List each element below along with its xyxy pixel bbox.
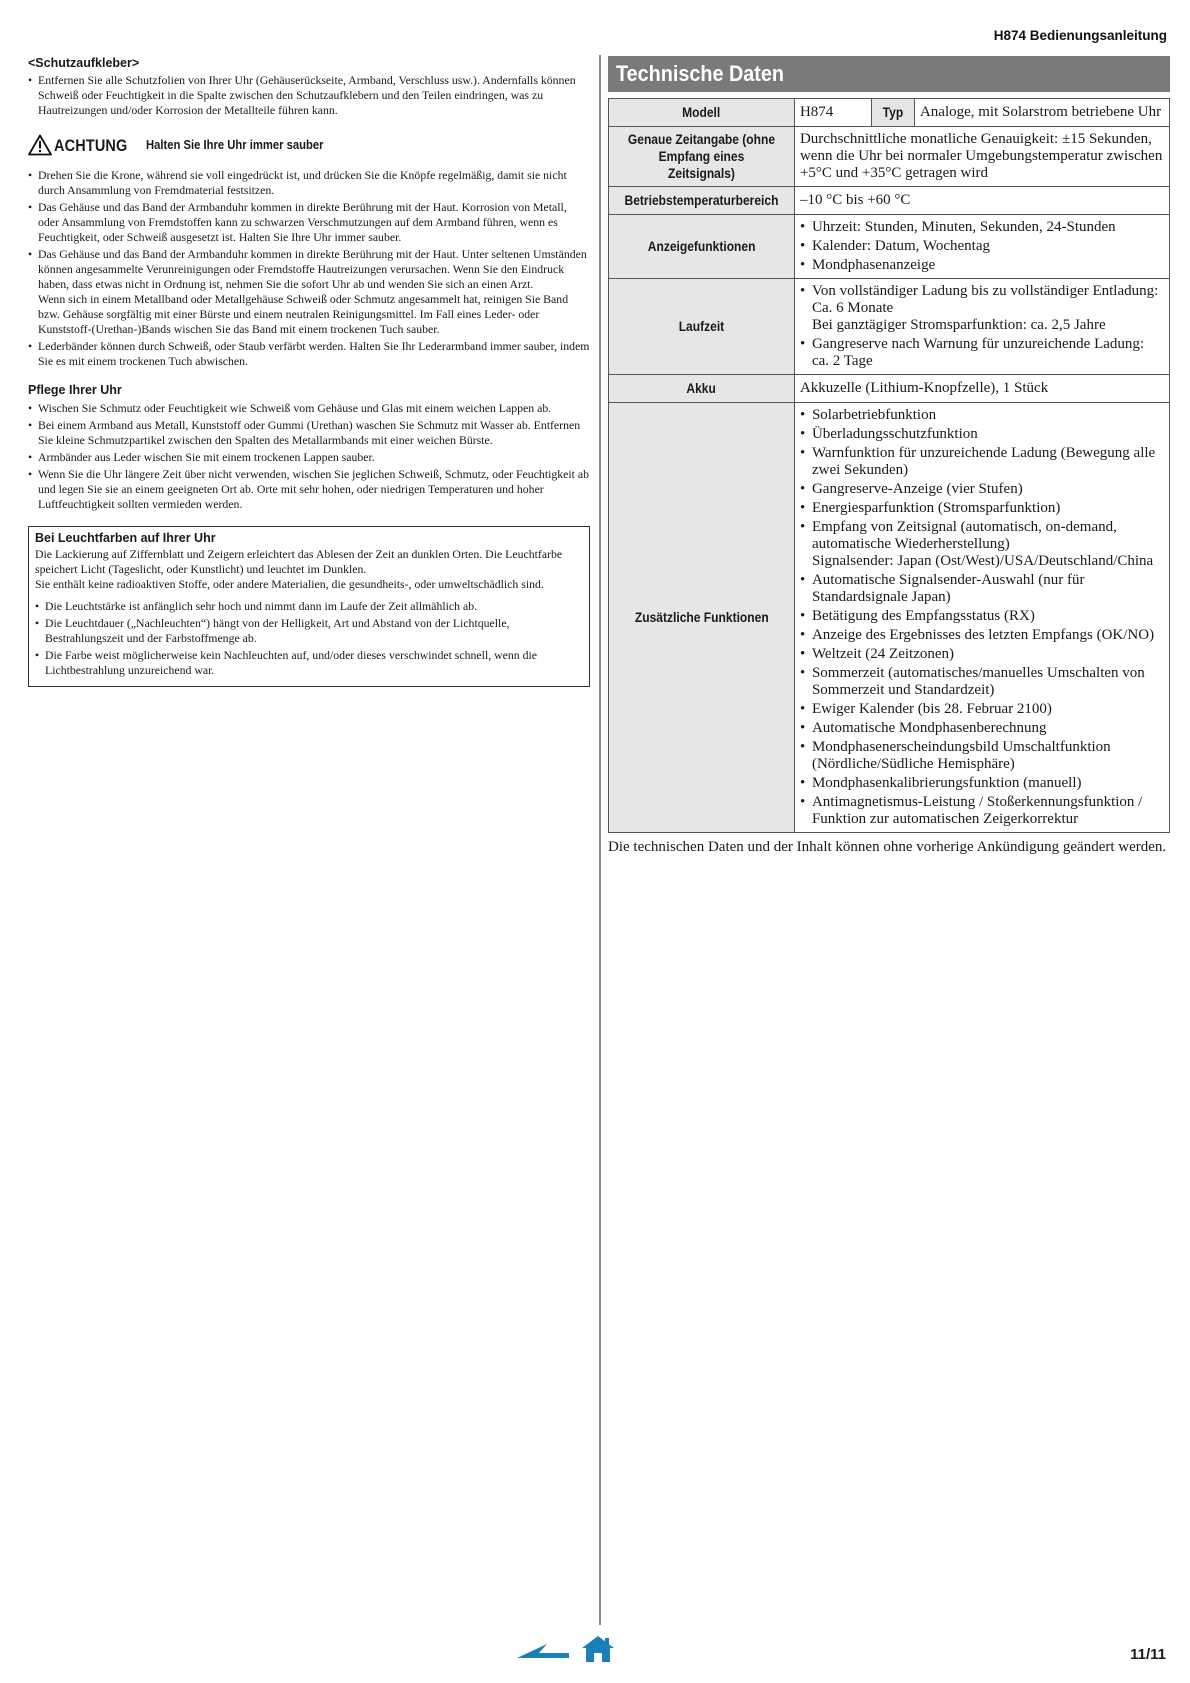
list-item: • Automatische Signalsender-Auswahl (nur für Standardsignale Japan) xyxy=(800,572,1164,606)
tech-data-header xyxy=(608,56,1170,92)
warning-triangle-icon xyxy=(28,134,52,156)
list-item: • Mondphasenerscheindungsbild Umschaltfunktion (Nördliche/Südliche Hemisphäre) xyxy=(800,739,1164,773)
table-row xyxy=(609,187,1170,215)
list-item-extra: Bei ganztägiger Stromsparfunktion: ca. 2,5 Jahre xyxy=(811,317,1106,333)
model-label: Modell xyxy=(609,99,795,127)
list-item: • Die Leuchtstärke ist anfänglich sehr hoch und nimmt dann im Laufe der Zeit allmählich ab. xyxy=(35,599,583,614)
display-value xyxy=(794,215,1169,279)
document-title: H874 Bedienungsanleitung xyxy=(993,28,1167,43)
type-value: Analoge, mit Solarstrom betriebene Uhr xyxy=(914,99,1169,127)
table-row xyxy=(609,375,1170,403)
spec-change-note: Die technischen Daten und der Inhalt können ohne vorherige Ankündigung geändert werden. xyxy=(608,839,1167,855)
luminous-paint-box xyxy=(28,526,590,687)
spec-table xyxy=(608,98,1170,833)
list-item: • Mondphasenkalibrierungsfunktion (manuell) xyxy=(800,775,1164,792)
back-arrow-icon[interactable] xyxy=(517,1643,569,1659)
list-item: • Antimagnetismus-Leistung / Stoßerkennungsfunktion / Funktion zur automatischen Zeigerkorrektur xyxy=(800,794,1164,828)
list-item xyxy=(800,283,1164,334)
battery-value: Akkuzelle (Lithium-Knopfzelle), 1 Stück xyxy=(794,375,1169,403)
list-item-extra: Signalsender: Japan (Ost/West)/USA/Deutschland/China xyxy=(811,553,1154,569)
list-item xyxy=(800,519,1164,570)
luminous-list xyxy=(35,599,583,678)
list-item: • Wischen Sie Schmutz oder Feuchtigkeit wie Schweiß vom Gehäuse und Glas mit einem weichen Lappen ab. xyxy=(28,401,590,416)
list-item: • Sommerzeit (automatisches/manuelles Umschalten von Sommerzeit und Standardzeit) xyxy=(800,665,1164,699)
table-row xyxy=(609,215,1170,279)
list-item: • Solarbetriebfunktion xyxy=(800,407,1164,424)
left-column xyxy=(28,56,590,687)
caution-text: Halten Sie Ihre Uhr immer sauber xyxy=(146,137,324,152)
battery-label: Akku xyxy=(609,375,795,403)
luminous-paragraph: Die Lackierung auf Ziffernblatt und Zeigern erleichtert das Ablesen der Zeit an dunklen Orten. Die Leuchtfarbe speichert Licht (Tageslicht, oder Kunstlicht) und leuchtet im Dunklen. xyxy=(35,547,563,576)
table-row xyxy=(609,403,1170,833)
list-item: • Entfernen Sie alle Schutzfolien von Ihrer Uhr (Gehäuserückseite, Armband, Verschluss usw.). Andernfalls können Schweiß oder Feuchtigkeit in die Spalte zwischen den Schutzaufklebern und den Teilen eindringen, was zu Hautreizungen und/oder Korrosion der Metallteile führen kann. xyxy=(28,73,590,118)
list-item: • Mondphasenanzeige xyxy=(800,257,1164,274)
type-label: Typ xyxy=(871,99,914,127)
list-item: • Gangreserve-Anzeige (vier Stufen) xyxy=(800,481,1164,498)
list-item: • Uhrzeit: Stunden, Minuten, Sekunden, 24-Stunden xyxy=(800,219,1164,236)
list-item: • Wenn Sie die Uhr längere Zeit über nicht verwenden, wischen Sie jeglichen Schweiß, Schmutz, oder Feuchtigkeit ab und legen Sie sie an einem geeigneten Ort ab. Orte mit sehr hohen, oder niedrigen Temperaturen und hoher Luftfeuchtigkeit sollten vermieden werden. xyxy=(28,467,590,512)
list-item: • Anzeige des Ergebnisses des letzten Empfangs (OK/NO) xyxy=(800,627,1164,644)
list-item: • Überladungsschutzfunktion xyxy=(800,426,1164,443)
functions-label: Zusätzliche Funktionen xyxy=(609,403,795,833)
care-list xyxy=(28,401,590,512)
list-item: • Ewiger Kalender (bis 28. Februar 2100) xyxy=(800,701,1164,718)
page-number: 11/11 xyxy=(1130,1646,1166,1663)
list-item: • Das Gehäuse und das Band der Armbanduhr kommen in direkte Berührung mit der Haut. Korrosion von Metall, oder Ansammlung von Fremdstoffen kann zu schwarzen Verschmutzungen auf dem Armband führen, wenn es Feuchtigkeit, oder Schweiß ausgesetzt ist. Halten Sie Ihre Uhr immer sauber. xyxy=(28,200,590,245)
home-icon[interactable] xyxy=(581,1635,615,1663)
list-item: • Armbänder aus Leder wischen Sie mit einem trockenen Lappen sauber. xyxy=(28,450,590,465)
list-item: • Automatische Mondphasenberechnung xyxy=(800,720,1164,737)
functions-value xyxy=(794,403,1169,833)
list-item: • Die Leuchtdauer („Nachleuchten“) hängt von der Helligkeit, Art und Abstand von der Lichtquelle, Bestrahlungszeit und der Farbstoffmenge ab. xyxy=(35,616,583,646)
list-item: • Kalender: Datum, Wochentag xyxy=(800,238,1164,255)
runtime-label: Laufzeit xyxy=(609,279,795,375)
accuracy-label: Genaue Zeitangabe (ohne Empfang eines Zeitsignals) xyxy=(609,127,795,187)
list-item xyxy=(28,247,590,337)
list-item: • Warnfunktion für unzureichende Ladung (Bewegung alle zwei Sekunden) xyxy=(800,445,1164,479)
luminous-box-title: Bei Leuchtfarben auf Ihrer Uhr xyxy=(35,531,216,545)
luminous-paragraph: Sie enthält keine radioaktiven Stoffe, oder andere Materialien, die gesundheits-, oder umweltschädlich sind. xyxy=(35,577,544,591)
care-heading: Pflege Ihrer Uhr xyxy=(28,383,122,397)
list-item: • Drehen Sie die Krone, während sie voll eingedrückt ist, und drücken Sie die Knöpfe regelmäßig, damit sie nicht durch Ansammlung von Fremdmaterial festsitzen. xyxy=(28,168,590,198)
list-item-text: Empfang von Zeitsignal (automatisch, on-demand, automatische Wiederherstellung) xyxy=(811,519,1117,552)
temperature-label: Betriebstemperaturbereich xyxy=(609,187,795,215)
display-label: Anzeigefunktionen xyxy=(609,215,795,279)
list-item: • Gangreserve nach Warnung für unzureichende Ladung: ca. 2 Tage xyxy=(800,336,1164,370)
list-item-text: Das Gehäuse und das Band der Armbanduhr kommen in direkte Berührung mit der Haut. Unter seltenen Umständen können angesammelte Verunreinigungen oder Fremdstoffe Hautreizungen verursachen. Wenn Sie den Eindruck haben, dass etwas nicht in Ordnung ist, nehmen Sie die sofort Uhr ab und wenden Sie sich an einen Arzt. xyxy=(38,247,587,291)
list-item: • Lederbänder können durch Schweiß, oder Staub verfärbt werden. Halten Sie Ihr Lederarmband immer sauber, indem Sie es mit einem trockenen Tuch abwischen. xyxy=(28,339,590,369)
table-row xyxy=(609,99,1170,127)
list-item: • Energiesparfunktion (Stromsparfunktion) xyxy=(800,500,1164,517)
runtime-value xyxy=(794,279,1169,375)
column-divider xyxy=(599,55,601,1625)
list-item: • Die Farbe weist möglicherweise kein Nachleuchten auf, und/oder dieses verschwindet schnell, wenn die Lichtbestrahlung unzureichend war. xyxy=(35,648,583,678)
protective-sticker-heading: <Schutzaufkleber> xyxy=(28,56,140,70)
list-item: • Weltzeit (24 Zeitzonen) xyxy=(800,646,1164,663)
caution-label: ACHTUNG xyxy=(54,135,128,155)
list-item: • Bei einem Armband aus Metall, Kunststoff oder Gummi (Urethan) waschen Sie Schmutz mit Wasser ab. Entfernen Sie kleine Schmutzpartikel zwischen den Spalten des Metallarmbands mit einer weichen Bürste. xyxy=(28,418,590,448)
list-item-text: Von vollständiger Ladung bis zu vollständiger Entladung: Ca. 6 Monate xyxy=(811,283,1159,316)
table-row xyxy=(609,127,1170,187)
protective-sticker-list xyxy=(28,73,590,118)
model-value: H874 xyxy=(794,99,871,127)
tech-data-title: Technische Daten xyxy=(616,61,784,86)
table-row xyxy=(609,279,1170,375)
right-column xyxy=(608,56,1170,857)
list-item: • Betätigung des Empfangsstatus (RX) xyxy=(800,608,1164,625)
list-item-extra: Wenn sich in einem Metallband oder Metallgehäuse Schweiß oder Schmutz angesammelt hat, reinigen Sie Band bzw. Gehäuse sorgfältig mit einer Bürste und einem neutralen Reinigungsmittel. Im Fall eines Leder- oder Kunststoff-(Urethan-)Bands wischen Sie das Band mit einem trockenen Tuch sauber. xyxy=(38,292,569,336)
temperature-value: –10 °C bis +60 °C xyxy=(794,187,1169,215)
caution-list xyxy=(28,168,590,369)
caution-header xyxy=(28,134,590,156)
accuracy-value: Durchschnittliche monatliche Genauigkeit: ±15 Sekunden, wenn die Uhr bei normaler Umgebungstemperatur zwischen +5°C und +35°C getragen wird xyxy=(794,127,1169,187)
